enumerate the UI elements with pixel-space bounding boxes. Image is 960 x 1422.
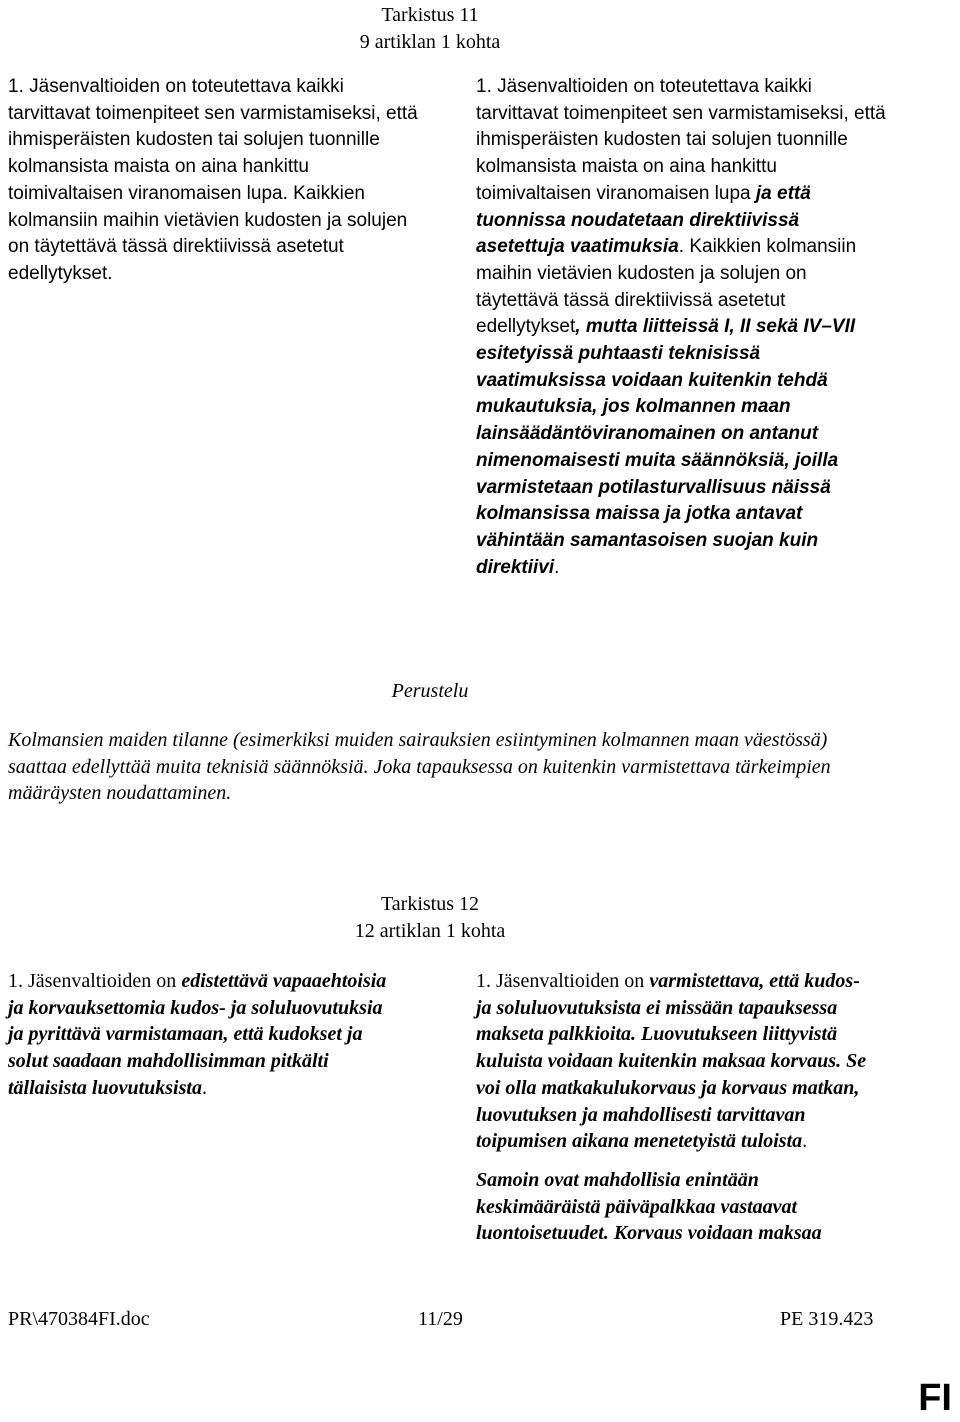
- amendment-12-title: Tarkistus 12: [380, 893, 480, 915]
- justification-text: Kolmansien maiden tilanne (esimerkiksi muiden sairauksien esiintyminen kolmannen maan väestössä) saattaa edellyttää muita teknisiä säännöksiä. Joka tapauksessa on kuitenkin varmistettava tärkeimpien määräysten noudattaminen.: [8, 729, 831, 805]
- amended-text-segment: .: [554, 556, 560, 578]
- amendment-12-amended-text: [476, 968, 876, 1247]
- amendment-12-amended-paragraph-1: [476, 968, 876, 1155]
- amendment-12-amended-paragraph-2: Samoin ovat mahdollisia enintään keskimääräistä päiväpalkkaa vastaavat luontoisetuudet. Korvaus voidaan maksaa: [476, 1168, 822, 1245]
- amendment-11-amended-paragraph: [476, 74, 891, 581]
- footer-pe-reference: PE 319.423: [780, 1308, 874, 1330]
- amendment-11-original-text: [8, 74, 423, 288]
- footer-page-number: 11/29: [418, 1308, 463, 1330]
- amended-text-segment: 1. Jäsenvaltioiden on toteutettava kaikki tarvittavat toimenpiteet sen varmistamiseksi, että ihmisperäisten kudosten tai solujen tuonnille kolmansista maista on aina hankittu toimivaltaisen viranomaisen lupa: [476, 76, 886, 204]
- original-text-deletion: edistettävä vapaaehtoisia ja korvauksettomia kudos- ja soluluovutuksia ja pyrittävä varmistamaan, että kudokset ja solut saadaan mahdollisimman pitkälti tällaisista luovutuksista: [8, 970, 387, 1099]
- amendment-12-heading: [300, 891, 560, 944]
- original-text-segment: 1. Jäsenvaltioiden on: [8, 970, 182, 992]
- amendment-11-title: Tarkistus 11: [381, 4, 479, 26]
- language-code: FI: [918, 1377, 952, 1419]
- amended-text-insertion: varmistettava, että kudos- ja soluluovutuksista ei missään tapauksessa makseta palkkioita. Luovutukseen liittyvistä kuluista voidaan kuitenkin maksaa korvaus. Se voi olla matkakulukorvaus ja korvaus matkan, luovutuksen ja mahdollisesti tarvittavan toipumisen aikana menetetyistä tuloista: [476, 970, 867, 1153]
- amendment-11-article: 9 artiklan 1 kohta: [359, 30, 501, 53]
- justification-heading: Perustelu: [391, 680, 469, 702]
- amended-text-segment: . Kaikkien kolmansiin maihin vietävien kudosten ja solujen on täytettävä tässä direktiivissä asetetut edellytykset: [476, 236, 857, 338]
- amendment-12-article: 12 artiklan 1 kohta: [354, 919, 506, 942]
- amended-text-insertion: , mutta liitteissä I, II sekä IV–VII esitetyissä puhtaasti teknisissä vaatimuksissa voidaan kuitenkin tehdä mukautuksia, jos kolmannen maan lainsäädäntöviranomainen on antanut nimenomaisesti muita säännöksiä, joilla varmistetaan potilasturvallisuus näissä kolmansissa maissa ja jotka antavat vähintään samantasoisen suojan kuin direktiivi: [476, 316, 856, 578]
- amendment-11-original-paragraph: 1. Jäsenvaltioiden on toteutettava kaikki tarvittavat toimenpiteet sen varmistamiseksi, että ihmisperäisten kudosten tai solujen tuonnille kolmansista maista on aina hankittu toimivaltaisen viranomaisen lupa. Kaikkien kolmansiin maihin vietävien kudosten ja solujen on täytettävä tässä direktiivissä asetetut edellytykset.: [8, 76, 418, 284]
- amended-text-segment: 1. Jäsenvaltioiden on: [476, 970, 650, 992]
- amendment-12-original-paragraph: [8, 968, 400, 1102]
- amended-text-segment: .: [802, 1130, 808, 1153]
- footer-doc-reference: PR\470384FI.doc: [8, 1308, 150, 1330]
- amended-text-insertion: ja että tuonnissa noudatetaan direktiivissä asetettuja vaatimuksia: [476, 182, 811, 258]
- original-text-segment: .: [201, 1076, 207, 1099]
- amendment-12-original-text: [8, 968, 400, 1102]
- amendment-11-amended-text: [476, 74, 891, 581]
- amendment-11-heading: [300, 2, 560, 55]
